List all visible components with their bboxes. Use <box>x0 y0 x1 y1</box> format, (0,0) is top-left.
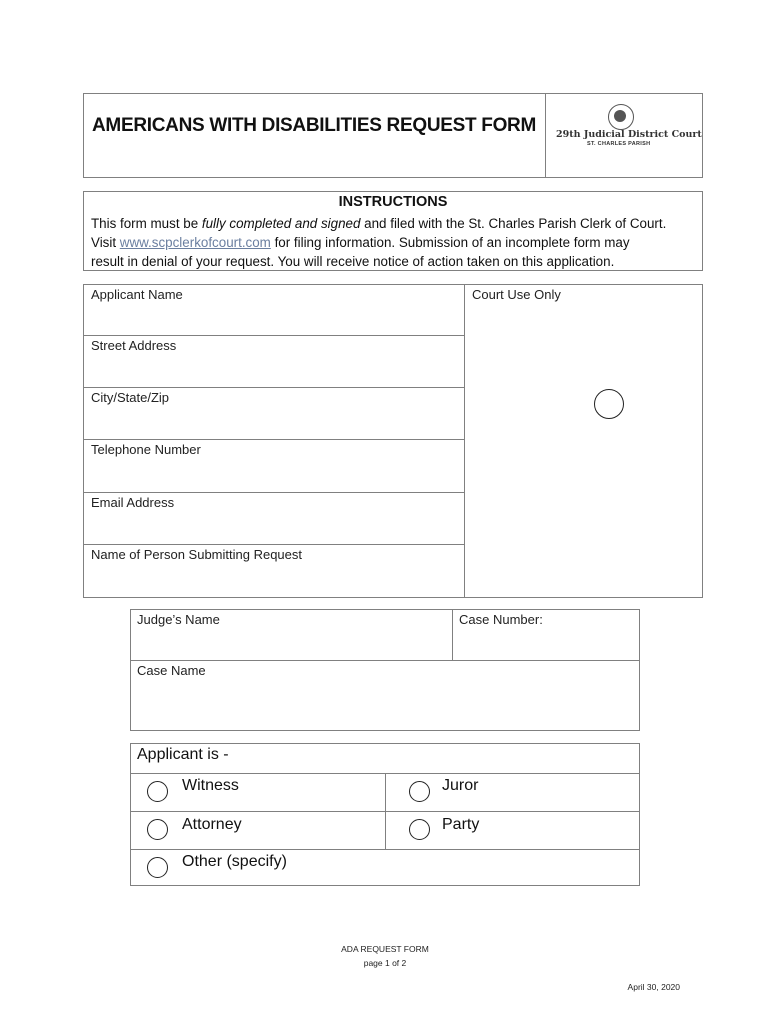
case-name-field[interactable] <box>131 661 639 730</box>
juror-label: Juror <box>442 777 479 794</box>
instr-line2-b: for filing information. Submission of an incomplete form may <box>270 235 630 250</box>
type-divider-3 <box>130 849 640 850</box>
city-state-zip-label: City/State/Zip <box>91 390 170 405</box>
email-label: Email Address <box>91 495 175 510</box>
applicant-type-heading: Applicant is - <box>137 746 229 763</box>
party-label: Party <box>442 816 480 833</box>
instr-line3: result in denial of your request. You will receive notice of action taken on this application. <box>91 254 615 269</box>
instr-line2-a: Visit <box>91 235 120 250</box>
instr-emphasis: fully completed and signed <box>201 216 361 231</box>
footer-date: April 30, 2020 <box>627 982 680 992</box>
logo-court-name: 29th Judicial District Court <box>556 129 702 140</box>
form-title: AMERICANS WITH DISABILITIES REQUEST FORM <box>92 115 537 136</box>
instr-line1-b: and filed with the St. Charles Parish Clerk of Court. <box>360 216 667 231</box>
instructions-text <box>91 214 696 271</box>
instr-line1-a: This form must be <box>91 216 202 231</box>
footer-form-name: ADA REQUEST FORM <box>341 944 429 954</box>
logo-parish-name: ST. CHARLES PARISH <box>587 141 651 147</box>
footer-page-number: page 1 of 2 <box>363 958 407 968</box>
instructions-heading: INSTRUCTIONS <box>338 194 448 210</box>
street-address-label: Street Address <box>91 338 177 353</box>
witness-radio[interactable] <box>147 781 168 802</box>
court-use-radio[interactable] <box>594 389 624 419</box>
case-number-label: Case Number: <box>459 612 543 627</box>
telephone-label: Telephone Number <box>91 442 201 457</box>
court-use-label: Court Use Only <box>472 287 561 302</box>
attorney-radio[interactable] <box>147 819 168 840</box>
applicant-name-label: Applicant Name <box>91 287 183 302</box>
other-label: Other (specify) <box>182 853 287 870</box>
attorney-label: Attorney <box>182 816 242 833</box>
court-logo <box>552 104 702 154</box>
party-radio[interactable] <box>409 819 430 840</box>
juror-radio[interactable] <box>409 781 430 802</box>
submitter-name-label: Name of Person Submitting Request <box>91 547 302 562</box>
other-radio[interactable] <box>147 857 168 878</box>
judge-name-label: Judge’s Name <box>137 612 220 627</box>
header-divider <box>545 93 546 178</box>
type-divider-vertical <box>385 773 386 849</box>
witness-label: Witness <box>182 777 239 794</box>
court-use-divider <box>464 284 465 598</box>
clerk-website-link[interactable]: www.scpclerkofcourt.com <box>119 235 271 250</box>
court-seal-icon <box>608 104 634 130</box>
case-name-label: Case Name <box>137 663 206 678</box>
